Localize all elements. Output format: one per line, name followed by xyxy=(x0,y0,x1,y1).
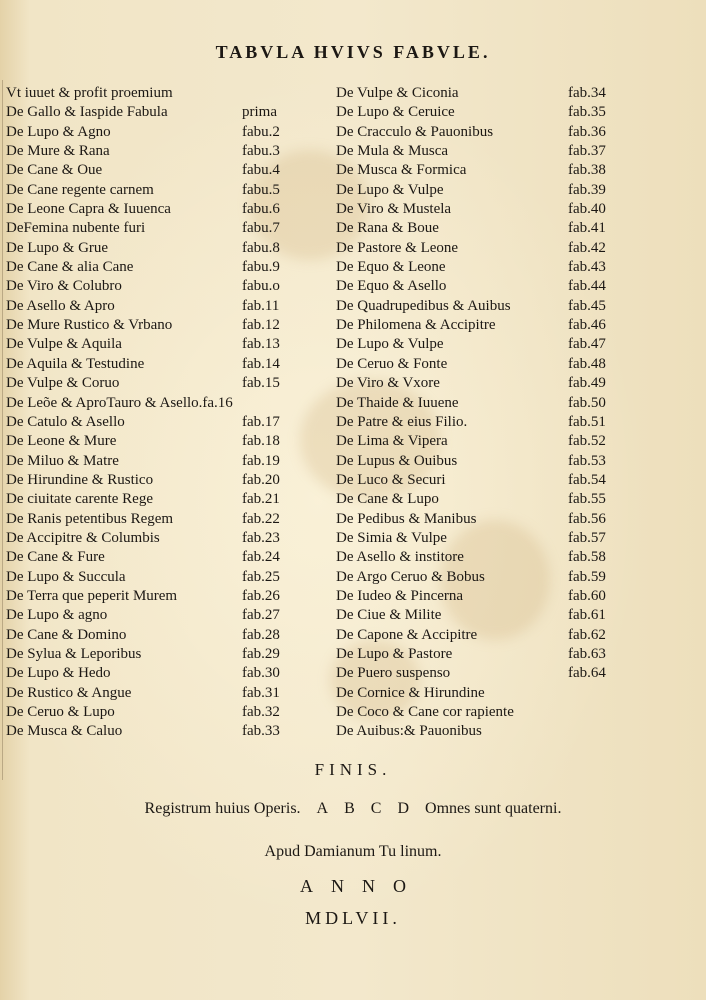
entry-title: De Cracculo & Pauonibus xyxy=(336,123,494,140)
entry-title: De Lupo & agno xyxy=(6,607,108,624)
entry-title: De Asello & institore xyxy=(336,549,464,566)
index-entry xyxy=(336,181,636,200)
entry-title: De Viro & Vxore xyxy=(336,375,440,392)
registrum-note: Omnes sunt quaterni. xyxy=(425,800,562,817)
index-entry xyxy=(336,606,636,625)
entry-fable-number: fab.14 xyxy=(242,355,280,372)
entry-title: De Leõe & AproTauro & Asello.fa.16 xyxy=(6,394,233,411)
registrum-letter: A xyxy=(316,800,329,817)
entry-title: De Lima & Vipera xyxy=(336,433,448,450)
index-entry xyxy=(6,374,336,393)
entry-fable-number: fab.26 xyxy=(242,587,280,604)
entry-title: De Cane regente carnem xyxy=(6,181,154,198)
entry-title: De Cane & Lupo xyxy=(336,491,439,508)
entry-fable-number: fab.56 xyxy=(568,510,606,527)
entry-fable-number: fab.23 xyxy=(242,529,280,546)
entry-fable-number: fab.21 xyxy=(242,491,280,508)
entry-title: De Mula & Musca xyxy=(336,143,449,160)
entry-fable-number: fab.19 xyxy=(242,452,280,469)
entry-fable-number: fab.11 xyxy=(242,297,280,314)
entry-fable-number: fab.40 xyxy=(568,201,606,218)
entry-title: De Pastore & Leone xyxy=(336,239,459,256)
entry-title: De Quadrupedibus & Auibus xyxy=(336,297,511,314)
entry-fable-number: fabu.2 xyxy=(242,123,280,140)
index-entry xyxy=(336,200,636,219)
entry-title: De Miluo & Matre xyxy=(6,452,119,469)
entry-title: De Lupo & Succula xyxy=(6,568,126,585)
entry-fable-number: fabu.8 xyxy=(242,239,280,256)
entry-fable-number: fabu.5 xyxy=(242,181,280,198)
registrum-letter: D xyxy=(397,800,410,817)
entry-title: De Ranis petentibus Regem xyxy=(6,510,174,527)
index-entry xyxy=(336,490,636,509)
index-entry xyxy=(336,394,636,413)
index-entry xyxy=(336,452,636,471)
entry-fable-number: fab.39 xyxy=(568,181,606,198)
entry-title: De Lupo & Agno xyxy=(6,123,111,140)
index-entry xyxy=(6,645,336,664)
entry-title: De Cane & Domino xyxy=(6,626,127,643)
entry-fable-number: fab.46 xyxy=(568,317,606,334)
entry-title: De Lupo & Vulpe xyxy=(336,181,444,198)
index-entry xyxy=(6,219,336,238)
year-text: MDLVII. xyxy=(305,908,401,928)
registrum-letter: C xyxy=(370,800,382,817)
entry-title: De Capone & Accipitre xyxy=(336,626,478,643)
index-entry xyxy=(6,316,336,335)
index-entry xyxy=(336,258,636,277)
index-entry xyxy=(6,142,336,161)
entry-fable-number: fab.37 xyxy=(568,143,606,160)
entry-title: De Vulpe & Ciconia xyxy=(336,85,459,101)
index-entry xyxy=(336,626,636,645)
index-entry xyxy=(6,703,336,722)
entry-fable-number: fabu.o xyxy=(242,278,280,295)
index-entry xyxy=(336,548,636,567)
index-entry xyxy=(336,529,636,548)
index-entry xyxy=(336,471,636,490)
margin-rule xyxy=(2,80,3,780)
entry-fable-number: fabu.4 xyxy=(242,162,280,179)
entry-fable-number: fab.45 xyxy=(568,297,606,314)
entry-fable-number: fab.22 xyxy=(242,510,280,527)
entry-fable-number: fab.58 xyxy=(568,549,606,566)
right-index-column xyxy=(336,84,636,742)
entry-fable-number: fab.34 xyxy=(568,85,606,101)
index-entry xyxy=(336,703,636,722)
index-entry xyxy=(6,200,336,219)
entry-fable-number: fab.55 xyxy=(568,491,606,508)
entry-title: De Iudeo & Pincerna xyxy=(336,587,464,604)
entry-fable-number: prima xyxy=(242,104,277,121)
index-entry xyxy=(336,568,636,587)
index-entry xyxy=(6,84,336,103)
entry-fable-number: fab.30 xyxy=(242,665,280,682)
entry-title: De Equo & Leone xyxy=(336,259,446,276)
index-entry xyxy=(336,413,636,432)
entry-title: De Cane & Fure xyxy=(6,549,105,566)
entry-fable-number: fab.61 xyxy=(568,607,606,624)
entry-fable-number: fab.43 xyxy=(568,259,606,276)
entry-title: De Lupus & Ouibus xyxy=(336,452,458,469)
registrum-line xyxy=(0,800,706,818)
index-entry xyxy=(6,161,336,180)
index-entry xyxy=(336,355,636,374)
entry-fable-number: fab.51 xyxy=(568,413,606,430)
index-entry xyxy=(336,123,636,142)
index-entry xyxy=(336,432,636,451)
entry-title: De Mure Rustico & Vrbano xyxy=(6,317,173,334)
entry-title: De Cane & Oue xyxy=(6,162,103,179)
entry-title: De Cane & alia Cane xyxy=(6,259,134,276)
entry-fable-number: fab.36 xyxy=(568,123,606,140)
entry-title: De Aquila & Testudine xyxy=(6,355,145,372)
entry-title: De Mure & Rana xyxy=(6,143,110,160)
index-entry xyxy=(6,626,336,645)
index-entry xyxy=(336,161,636,180)
entry-title: De Simia & Vulpe xyxy=(336,529,447,546)
index-entry xyxy=(6,432,336,451)
entry-fable-number: fab.35 xyxy=(568,104,606,121)
index-entry xyxy=(6,664,336,683)
entry-fable-number: fab.54 xyxy=(568,471,606,488)
entry-title: De Terra que peperit Murem xyxy=(6,587,178,604)
index-entry xyxy=(6,510,336,529)
entry-fable-number: fab.20 xyxy=(242,471,280,488)
entry-title: De ciuitate carente Rege xyxy=(6,491,153,508)
entry-title: De Ciue & Milite xyxy=(336,607,442,624)
entry-fable-number: fabu.9 xyxy=(242,259,280,276)
entry-title: De Viro & Mustela xyxy=(336,201,452,218)
index-entry xyxy=(6,413,336,432)
entry-title: De Ceruo & Lupo xyxy=(6,704,115,720)
entry-title: De Catulo & Asello xyxy=(6,413,125,430)
entry-fable-number: fab.63 xyxy=(568,645,606,662)
entry-title: De Hirundine & Rustico xyxy=(6,471,154,488)
entry-title: De Auibus:& Pauonibus xyxy=(336,723,482,740)
index-entry xyxy=(6,277,336,296)
index-entry xyxy=(6,297,336,316)
entry-title: De Lupo & Vulpe xyxy=(336,336,444,353)
entry-title: De Lupo & Pastore xyxy=(336,645,453,662)
index-entry xyxy=(336,587,636,606)
entry-title: De Vulpe & Coruo xyxy=(6,375,120,392)
entry-title: De Rana & Boue xyxy=(336,220,439,237)
entry-fable-number: fab.33 xyxy=(242,723,280,740)
index-entry xyxy=(336,722,636,741)
entry-fable-number: fab.24 xyxy=(242,549,280,566)
entry-fable-number: fab.42 xyxy=(568,239,606,256)
entry-title: De Thaide & Iuuene xyxy=(336,394,459,411)
entry-fable-number: fab.38 xyxy=(568,162,606,179)
entry-fable-number: fabu.7 xyxy=(242,220,280,237)
index-entry xyxy=(6,123,336,142)
index-entry xyxy=(336,103,636,122)
entry-fable-number: fab.48 xyxy=(568,355,606,372)
index-entry xyxy=(6,181,336,200)
entry-fable-number: fab.49 xyxy=(568,375,606,392)
entry-title: De Equo & Asello xyxy=(336,278,447,295)
entry-title: De Cornice & Hirundine xyxy=(336,684,485,701)
index-entry xyxy=(6,548,336,567)
index-entry xyxy=(336,297,636,316)
index-entry xyxy=(336,239,636,258)
index-entry xyxy=(336,142,636,161)
anno-text: ANNO xyxy=(300,876,424,896)
index-entry xyxy=(336,316,636,335)
entry-fable-number: fab.52 xyxy=(568,433,606,450)
entry-fable-number: fabu.3 xyxy=(242,143,280,160)
entry-title: De Lupo & Hedo xyxy=(6,665,111,682)
index-entry xyxy=(6,490,336,509)
entry-title: De Lupo & Ceruice xyxy=(336,104,455,121)
entry-fable-number: fabu.6 xyxy=(242,201,280,218)
index-entry xyxy=(6,335,336,354)
index-entry xyxy=(6,355,336,374)
entry-title: De Patre & eius Filio. xyxy=(336,413,468,430)
index-entry xyxy=(6,529,336,548)
entry-fable-number: fab.15 xyxy=(242,375,280,392)
entry-title: De Musca & Formica xyxy=(336,162,467,179)
entry-title: De Musca & Caluo xyxy=(6,723,123,740)
page-title: TABVLA HVIVS FABVLE. xyxy=(215,42,491,62)
entry-fable-number: fab.64 xyxy=(568,665,606,682)
entry-fable-number: fab.53 xyxy=(568,452,606,469)
entry-fable-number: fab.17 xyxy=(242,413,280,430)
entry-fable-number: fab.62 xyxy=(568,626,606,643)
index-entry xyxy=(6,239,336,258)
index-entry xyxy=(336,374,636,393)
entry-title: De Lupo & Grue xyxy=(6,239,109,256)
index-entry xyxy=(336,219,636,238)
entry-fable-number: fab.60 xyxy=(568,587,606,604)
index-entry xyxy=(6,258,336,277)
index-entry xyxy=(336,645,636,664)
entry-fable-number: fab.31 xyxy=(242,684,280,701)
registrum-letter: B xyxy=(344,800,355,817)
entry-fable-number: fab.57 xyxy=(568,529,606,546)
entry-title: De Viro & Colubro xyxy=(6,278,122,295)
entry-fable-number: fab.44 xyxy=(568,278,606,295)
entry-title: De Luco & Securi xyxy=(336,471,446,488)
entry-fable-number: fab.41 xyxy=(568,220,606,237)
entry-title: De Vulpe & Aquila xyxy=(6,336,122,353)
index-entry xyxy=(6,103,336,122)
entry-fable-number: fab.18 xyxy=(242,433,280,450)
index-entry xyxy=(336,664,636,683)
index-entry xyxy=(336,510,636,529)
entry-fable-number: fab.28 xyxy=(242,626,280,643)
entry-fable-number: fab.29 xyxy=(242,645,280,662)
entry-fable-number: fab.59 xyxy=(568,568,606,585)
index-entry xyxy=(6,722,336,741)
finis-text: FINIS. xyxy=(314,760,392,779)
index-entry xyxy=(6,394,336,413)
index-entry xyxy=(6,587,336,606)
entry-title: De Asello & Apro xyxy=(6,297,115,314)
entry-fable-number: fab.12 xyxy=(242,317,280,334)
index-entry xyxy=(336,684,636,703)
entry-fable-number: fab.32 xyxy=(242,704,280,720)
printer-line: Apud Damianum Tu linum. xyxy=(264,843,442,860)
entry-fable-number: fab.13 xyxy=(242,336,280,353)
entry-fable-number: fab.47 xyxy=(568,336,606,353)
entry-title: DeFemina nubente furi xyxy=(6,220,146,237)
index-entry xyxy=(336,84,636,103)
entry-fable-number: fab.27 xyxy=(242,607,280,624)
index-entry xyxy=(336,335,636,354)
registrum-label: Registrum huius Operis. xyxy=(144,800,301,817)
left-index-column xyxy=(6,84,336,742)
entry-title: De Sylua & Leporibus xyxy=(6,645,142,662)
index-entry xyxy=(6,471,336,490)
entry-title: De Pedibus & Manibus xyxy=(336,510,477,527)
entry-fable-number: fab.25 xyxy=(242,568,280,585)
entry-fable-number: fab.50 xyxy=(568,394,606,411)
entry-title: De Argo Ceruo & Bobus xyxy=(336,568,485,585)
index-entry xyxy=(6,452,336,471)
index-entry xyxy=(336,277,636,296)
index-entry xyxy=(6,568,336,587)
entry-title: De Gallo & Iaspide Fabula xyxy=(6,104,168,121)
entry-title: De Accipitre & Columbis xyxy=(6,529,160,546)
entry-title: Vt iuuet & profit proemium xyxy=(6,85,173,101)
entry-title: De Leone & Mure xyxy=(6,433,117,450)
entry-title: De Philomena & Accipitre xyxy=(336,317,496,334)
entry-title: De Coco & Cane cor rapiente xyxy=(336,704,514,720)
index-entry xyxy=(6,684,336,703)
index-entry xyxy=(6,606,336,625)
entry-title: De Ceruo & Fonte xyxy=(336,355,448,372)
entry-title: De Puero suspenso xyxy=(336,665,451,682)
entry-title: De Leone Capra & Iuuenca xyxy=(6,201,171,218)
entry-title: De Rustico & Angue xyxy=(6,684,132,701)
